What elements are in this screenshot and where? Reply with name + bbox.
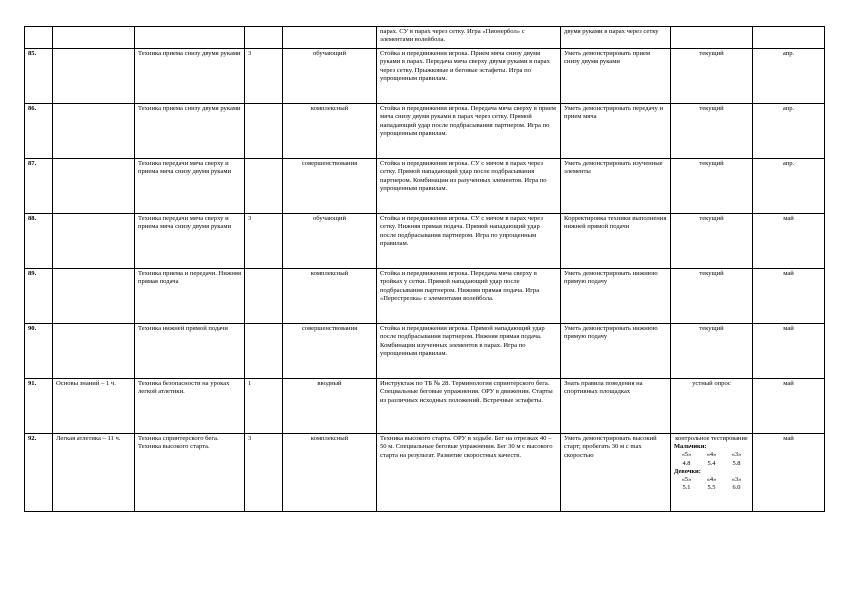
grading-block bbox=[674, 435, 749, 492]
content-cell: Стойка и передвижения игрока. Прямой нападающий удар после подбрасывания партнером. Нижняя прямая подача. Комбинации изученных элементов в парах. Игра по упрощенным правилам. bbox=[377, 324, 561, 379]
control-cell: текущий bbox=[671, 214, 753, 269]
content-cell: Инструктаж по ТБ № 28. Терминология спринтерского бега. Специальные беговые упражнения. ОРУ в движении. Старты из различных исходных положений. Встречные эстафеты. bbox=[377, 379, 561, 434]
results-cell: Уметь демонстрировать нижнюю прямую подачу bbox=[561, 324, 671, 379]
girls-values-row bbox=[674, 484, 749, 492]
results-cell: Корректировка техники выполнения нижней прямой подачи bbox=[561, 214, 671, 269]
lesson-number bbox=[25, 27, 53, 49]
date-cell: май bbox=[753, 379, 825, 434]
section-cell bbox=[53, 324, 135, 379]
control-cell bbox=[671, 434, 753, 512]
topic-cell bbox=[135, 27, 245, 49]
hours-cell: 3 bbox=[245, 434, 283, 512]
table-row bbox=[25, 214, 825, 269]
date-cell: май bbox=[753, 324, 825, 379]
girls-grades-row bbox=[674, 476, 749, 484]
content-cell: Стойка и передвижения игрока. СУ с мячом в парах через сетку. Прямой нападающий удар после подбрасывания партнером. Комбинации из разученных элементов. Игра по упрощенным правилам. bbox=[377, 159, 561, 214]
lesson-type-cell: вводный bbox=[283, 379, 377, 434]
hours-cell bbox=[245, 104, 283, 159]
content-cell: Стойка и передвижения игрока. СУ с мячом в парах через сетку. Нижняя прямая подача. Прямой нападающий удар после подбрасывания партнером. Игра по упрощенным правилам. bbox=[377, 214, 561, 269]
table-row bbox=[25, 104, 825, 159]
content-cell: Стойка и передвижения игрока. Прием мяча снизу двумя руками в парах. Передача мяча сверху двумя руками в парах через сетку. Прыжковые и беговые эстафеты. Игра по упрощенным правилам. bbox=[377, 49, 561, 104]
content-cell: парах. СУ в парах через сетку. Игра «Пионербол» с элементами волейбола. bbox=[377, 27, 561, 49]
date-cell: апр. bbox=[753, 104, 825, 159]
content-cell: Стойка и передвижения игрока. Передача мяча сверху в тройках у сетки. Прямой нападающий удар после подбрасывания партнером. Нижняя прямая подача. Игра «Перестрелка» с элементами волейбола. bbox=[377, 269, 561, 324]
lesson-type-cell: комплексный bbox=[283, 434, 377, 512]
lesson-number: 86. bbox=[25, 104, 53, 159]
table-row bbox=[25, 434, 825, 512]
section-cell: Легкая атлетика – 11 ч. bbox=[53, 434, 135, 512]
grade-label: «5» bbox=[681, 451, 692, 459]
grade-label: «4» bbox=[706, 451, 717, 459]
results-cell: Уметь демонстрировать изученные элементы bbox=[561, 159, 671, 214]
table-row bbox=[25, 324, 825, 379]
topic-cell: Техника приема и передачи. Нижняя прямая подача bbox=[135, 269, 245, 324]
lesson-type-cell: совершенствования bbox=[283, 159, 377, 214]
content-cell: Техника высокого старта. ОРУ в ходьбе. Бег на отрезках 40 –50 м. Специальные беговые упражнения. Бег 30 м с высокого старта на результат. Развитие скоростных качеств. bbox=[377, 434, 561, 512]
hours-cell bbox=[245, 159, 283, 214]
table-row bbox=[25, 269, 825, 324]
control-cell bbox=[671, 27, 753, 49]
control-cell: текущий bbox=[671, 49, 753, 104]
date-cell: апр. bbox=[753, 159, 825, 214]
hours-cell: 3 bbox=[245, 49, 283, 104]
lesson-type-cell: обучающий bbox=[283, 49, 377, 104]
hours-cell bbox=[245, 269, 283, 324]
grade-label: «3» bbox=[731, 451, 742, 459]
results-cell: двумя руками в парах через сетку bbox=[561, 27, 671, 49]
control-cell: текущий bbox=[671, 104, 753, 159]
lesson-number: 87. bbox=[25, 159, 53, 214]
lesson-number: 91. bbox=[25, 379, 53, 434]
control-cell: текущий bbox=[671, 269, 753, 324]
control-cell: текущий bbox=[671, 324, 753, 379]
lesson-number: 90. bbox=[25, 324, 53, 379]
table-row bbox=[25, 159, 825, 214]
date-cell: апр. bbox=[753, 49, 825, 104]
grade-value: 6.0 bbox=[732, 484, 741, 492]
hours-cell: 3 bbox=[245, 214, 283, 269]
date-cell bbox=[753, 27, 825, 49]
results-cell: Уметь демонстрировать нижнюю прямую подачу bbox=[561, 269, 671, 324]
boys-grades-row bbox=[674, 451, 749, 459]
table-row bbox=[25, 49, 825, 104]
control-cell: устный опрос bbox=[671, 379, 753, 434]
grade-label: «3» bbox=[731, 476, 742, 484]
boys-label: Мальчики: bbox=[674, 443, 707, 451]
lesson-plan-table bbox=[24, 26, 825, 512]
section-cell bbox=[53, 159, 135, 214]
lesson-type-cell: обучающий bbox=[283, 214, 377, 269]
grade-value: 5.1 bbox=[682, 484, 691, 492]
hours-cell bbox=[245, 27, 283, 49]
section-cell bbox=[53, 104, 135, 159]
lesson-number: 88. bbox=[25, 214, 53, 269]
topic-cell: Техника передачи мяча сверху и приема мяча снизу двумя руками bbox=[135, 214, 245, 269]
grade-label: «5» bbox=[681, 476, 692, 484]
lesson-type-cell: комплексный bbox=[283, 269, 377, 324]
lesson-type-cell: комплексный bbox=[283, 104, 377, 159]
hours-cell: 1 bbox=[245, 379, 283, 434]
table-row bbox=[25, 27, 825, 49]
lesson-number: 89. bbox=[25, 269, 53, 324]
lesson-type-cell: совершенствования bbox=[283, 324, 377, 379]
grading-title: контрольное тестирование bbox=[675, 435, 748, 442]
results-cell: Уметь демонстрировать передачу и прием мяча bbox=[561, 104, 671, 159]
grade-value: 4.8 bbox=[682, 459, 691, 467]
section-cell bbox=[53, 49, 135, 104]
section-cell bbox=[53, 269, 135, 324]
section-cell: Основы знаний – 1 ч. bbox=[53, 379, 135, 434]
grade-value: 5.8 bbox=[732, 459, 741, 467]
date-cell: май bbox=[753, 269, 825, 324]
lesson-number: 85. bbox=[25, 49, 53, 104]
results-cell: Знать правила поведения на спортивных площадках bbox=[561, 379, 671, 434]
boys-values-row bbox=[674, 460, 749, 468]
grade-label: «4» bbox=[706, 476, 717, 484]
date-cell: май bbox=[753, 434, 825, 512]
control-cell: текущий bbox=[671, 159, 753, 214]
hours-cell bbox=[245, 324, 283, 379]
lesson-number: 92. bbox=[25, 434, 53, 512]
results-cell: Уметь демонстрировать прием снизу двумя руками bbox=[561, 49, 671, 104]
topic-cell: Техника нижней прямой подачи bbox=[135, 324, 245, 379]
topic-cell: Техника передачи мяча сверху и приема мяча снизу двумя руками bbox=[135, 159, 245, 214]
section-cell bbox=[53, 214, 135, 269]
grade-value: 5.4 bbox=[707, 459, 716, 467]
section-cell bbox=[53, 27, 135, 49]
topic-cell: Техника приема снизу двумя руками bbox=[135, 104, 245, 159]
date-cell: май bbox=[753, 214, 825, 269]
girls-label: Девочки: bbox=[674, 467, 701, 475]
lesson-type-cell bbox=[283, 27, 377, 49]
table-row bbox=[25, 379, 825, 434]
results-cell: Уметь демонстрировать высокий старт; пробегать 30 м с max скоростью bbox=[561, 434, 671, 512]
topic-cell: Техника безопасности на уроках легкой атлетики. bbox=[135, 379, 245, 434]
topic-cell: Техника приема снизу двумя руками bbox=[135, 49, 245, 104]
grade-value: 5.5 bbox=[707, 484, 716, 492]
topic-cell: Техника спринтерского бега. Техника высокого старта. bbox=[135, 434, 245, 512]
content-cell: Стойка и передвижения игрока. Передача мяча сверху в прием мяча снизу двумя руками в парах через сетку. Прямой нападающий удар после подбрасывания партнером. Игра по упрощенным правилам. bbox=[377, 104, 561, 159]
